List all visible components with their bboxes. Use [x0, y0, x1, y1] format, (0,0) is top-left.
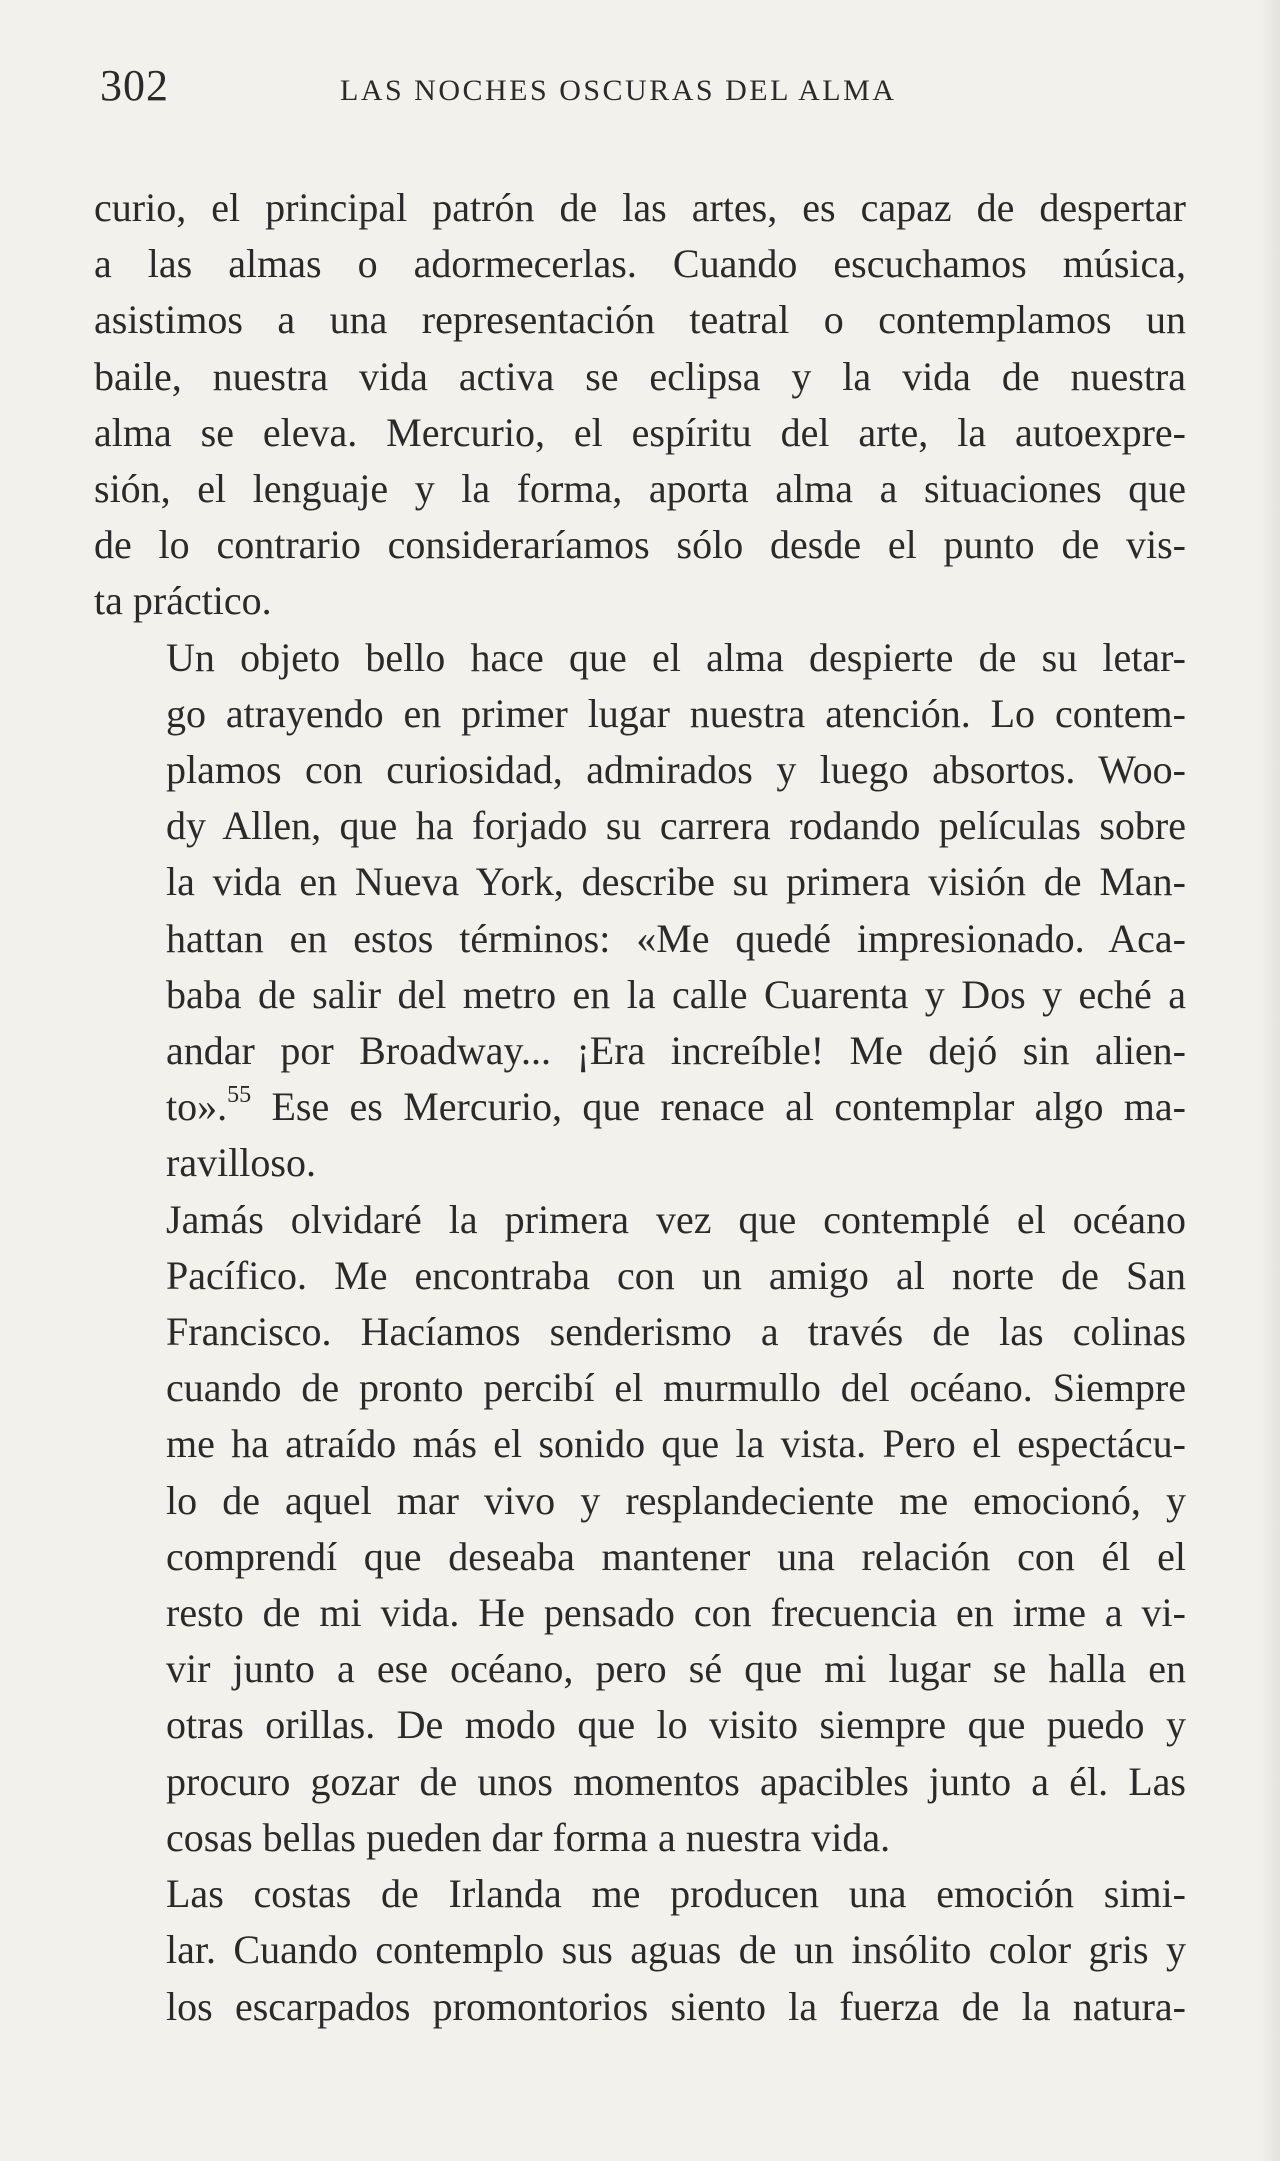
body-text	[94, 180, 1186, 2035]
text-line: procuro gozar de unos momentos apacibles junto a él. Las	[166, 1758, 1186, 1804]
text-line: otras orillas. De modo que lo visito siempre que puedo y	[166, 1702, 1186, 1748]
text-line: alma se eleva. Mercurio, el espíritu del arte, la autoexpre-	[94, 409, 1186, 455]
text-line: Francisco. Hacíamos senderismo a través de las colinas	[166, 1309, 1186, 1355]
text-line: resto de mi vida. He pensado con frecuencia en irme a vi-	[166, 1590, 1186, 1636]
text-line: hattan en estos términos: «Me quedé impresionado. Aca-	[166, 915, 1186, 961]
text-line: la vida en Nueva York, describe su primera visión de Man-	[166, 859, 1186, 905]
paragraph	[94, 1192, 1186, 1866]
text-line: Las costas de Irlanda me producen una emoción simi-	[166, 1871, 1186, 1917]
text-line: Jamás olvidaré la primera vez que contemplé el océano	[166, 1196, 1186, 1242]
text-line-with-footnote	[94, 1079, 1186, 1135]
page-edge-shadow	[1258, 0, 1280, 2161]
text-line: sión, el lenguaje y la forma, aporta alma a situaciones que	[94, 466, 1186, 512]
text-line: lo de aquel mar vivo y resplandeciente me emocionó, y	[166, 1477, 1186, 1523]
text-line: comprendí que deseaba mantener una relación con él el	[166, 1533, 1186, 1579]
text-fragment: Ese es Mercurio, que renace al contemplar algo ma-	[251, 1084, 1186, 1130]
text-line: plamos con curiosidad, admirados y luego absortos. Woo-	[166, 747, 1186, 793]
text-line: ta práctico.	[94, 578, 272, 624]
text-line: vir junto a ese océano, pero sé que mi lugar se halla en	[166, 1646, 1186, 1692]
footnote-reference: 55	[227, 1082, 252, 1109]
paragraph	[94, 180, 1186, 630]
page-number: 302	[100, 61, 169, 110]
text-line: cuando de pronto percibí el murmullo del océano. Siempre	[166, 1365, 1186, 1411]
text-line: ravilloso.	[166, 1140, 316, 1186]
text-line: lar. Cuando contemplo sus aguas de un insólito color gris y	[166, 1927, 1186, 1973]
running-head	[100, 60, 1190, 120]
paragraph	[94, 630, 1186, 1192]
text-line: go atrayendo en primer lugar nuestra atención. Lo contem-	[166, 690, 1186, 736]
text-line: curio, el principal patrón de las artes, es capaz de despertar	[94, 185, 1186, 230]
text-line: Un objeto bello hace que el alma despierte de su letar-	[166, 634, 1186, 680]
text-line: de lo contrario consideraríamos sólo desde el punto de vis-	[94, 522, 1186, 568]
text-line: baba de salir del metro en la calle Cuarenta y Dos y eché a	[166, 971, 1186, 1017]
text-line: andar por Broadway... ¡Era increíble! Me dejó sin alien-	[166, 1028, 1186, 1074]
text-line: a las almas o adormecerlas. Cuando escuchamos música,	[94, 241, 1186, 287]
text-line: dy Allen, que ha forjado su carrera rodando películas sobre	[166, 803, 1186, 849]
text-fragment: to».	[166, 1084, 228, 1130]
text-line: me ha atraído más el sonido que la vista. Pero el espectácu-	[166, 1421, 1186, 1467]
paragraph	[94, 1866, 1186, 2035]
text-line: baile, nuestra vida activa se eclipsa y la vida de nuestra	[94, 353, 1186, 399]
running-title: LAS NOCHES OSCURAS DEL ALMA	[340, 74, 897, 107]
text-line: cosas bellas pueden dar forma a nuestra vida.	[166, 1814, 891, 1860]
text-line: asistimos a una representación teatral o contemplamos un	[94, 297, 1186, 343]
text-line: Pacífico. Me encontraba con un amigo al norte de San	[166, 1252, 1186, 1298]
text-line: los escarpados promontorios siento la fuerza de la natura-	[166, 1983, 1186, 2029]
